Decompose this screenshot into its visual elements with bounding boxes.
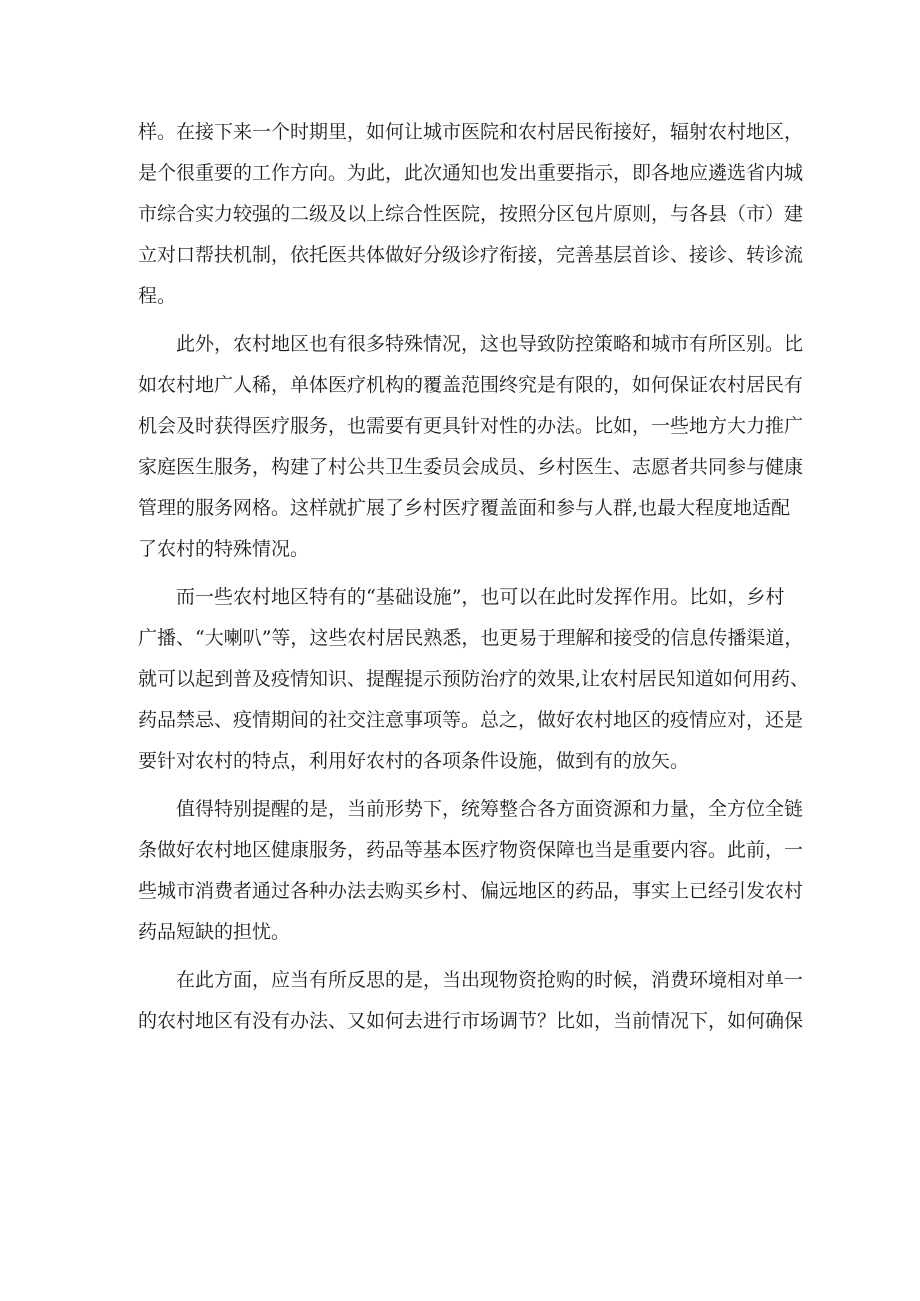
- paragraph-2-line-6: 了农村的特殊情况。: [138, 538, 310, 560]
- paragraph-1-line-5: 程。: [138, 285, 177, 307]
- paragraph-1-line-1: 样。在接下来一个时期里，如何让城市医院和农村居民衔接好，辐射农村地区，: [138, 121, 804, 143]
- paragraph-3-line-4: 药品禁忌、疫情期间的社交注意事项等。总之，做好农村地区的疫情应对，还是: [138, 709, 804, 731]
- paragraph-2-line-1: 此外，农村地区也有很多特殊情况，这也导致防控策略和城市有所区别。比: [176, 333, 804, 355]
- paragraph-1-line-4: 立对口帮扶机制，依托医共体做好分级诊疗衔接，完善基层首诊、接诊、转诊流: [138, 244, 804, 266]
- paragraph-1-line-2: 是个很重要的工作方向。为此，此次通知也发出重要指示，即各地应遴选省内城: [138, 162, 804, 184]
- paragraph-5-line-1: 在此方面，应当有所反思的是，当出现物资抢购的时候，消费环境相对单一: [176, 969, 804, 991]
- paragraph-1-line-3: 市综合实力较强的二级及以上综合性医院，按照分区包片原则，与各县（市）建: [138, 203, 804, 225]
- paragraph-5-line-2: 的农村地区有没有办法、又如何去进行市场调节？比如，当前情况下，如何确保: [138, 1010, 804, 1032]
- paragraph-3-line-2: 广播、“大喇叭”等，这些农村居民熟悉，也更易于理解和接受的信息传播渠道，: [138, 627, 804, 649]
- paragraph-4-line-1: 值得特别提醒的是，当前形势下，统筹整合各方面资源和力量，全方位全链: [176, 798, 804, 820]
- paragraph-2-line-3: 机会及时获得医疗服务，也需要有更具针对性的办法。比如，一些地方大力推广: [138, 415, 804, 437]
- paragraph-2-line-2: 如农村地广人稀，单体医疗机构的覆盖范围终究是有限的，如何保证农村居民有: [138, 374, 804, 396]
- paragraph-3-line-1: 而一些农村地区特有的“基础设施”，也可以在此时发挥作用。比如，乡村: [176, 586, 785, 608]
- paragraph-2-line-4: 家庭医生服务，构建了村公共卫生委员会成员、乡村医生、志愿者共同参与健康: [138, 456, 804, 478]
- paragraph-3-line-3: 就可以起到普及疫情知识、提醒提示预防治疗的效果,让农村居民知道如何用药、: [138, 668, 810, 690]
- paragraph-4-line-2: 条做好农村地区健康服务，药品等基本医疗物资保障也当是重要内容。此前，一: [138, 839, 804, 861]
- paragraph-2-line-5: 管理的服务网格。这样就扩展了乡村医疗覆盖面和参与人群,也最大程度地适配: [138, 497, 791, 519]
- paragraph-4-line-4: 药品短缺的担忧。: [138, 921, 291, 943]
- paragraph-4-line-3: 些城市消费者通过各种办法去购买乡村、偏远地区的药品，事实上已经引发农村: [138, 880, 804, 902]
- paragraph-3-line-5: 要针对农村的特点，利用好农村的各项条件设施，做到有的放矢。: [138, 750, 690, 772]
